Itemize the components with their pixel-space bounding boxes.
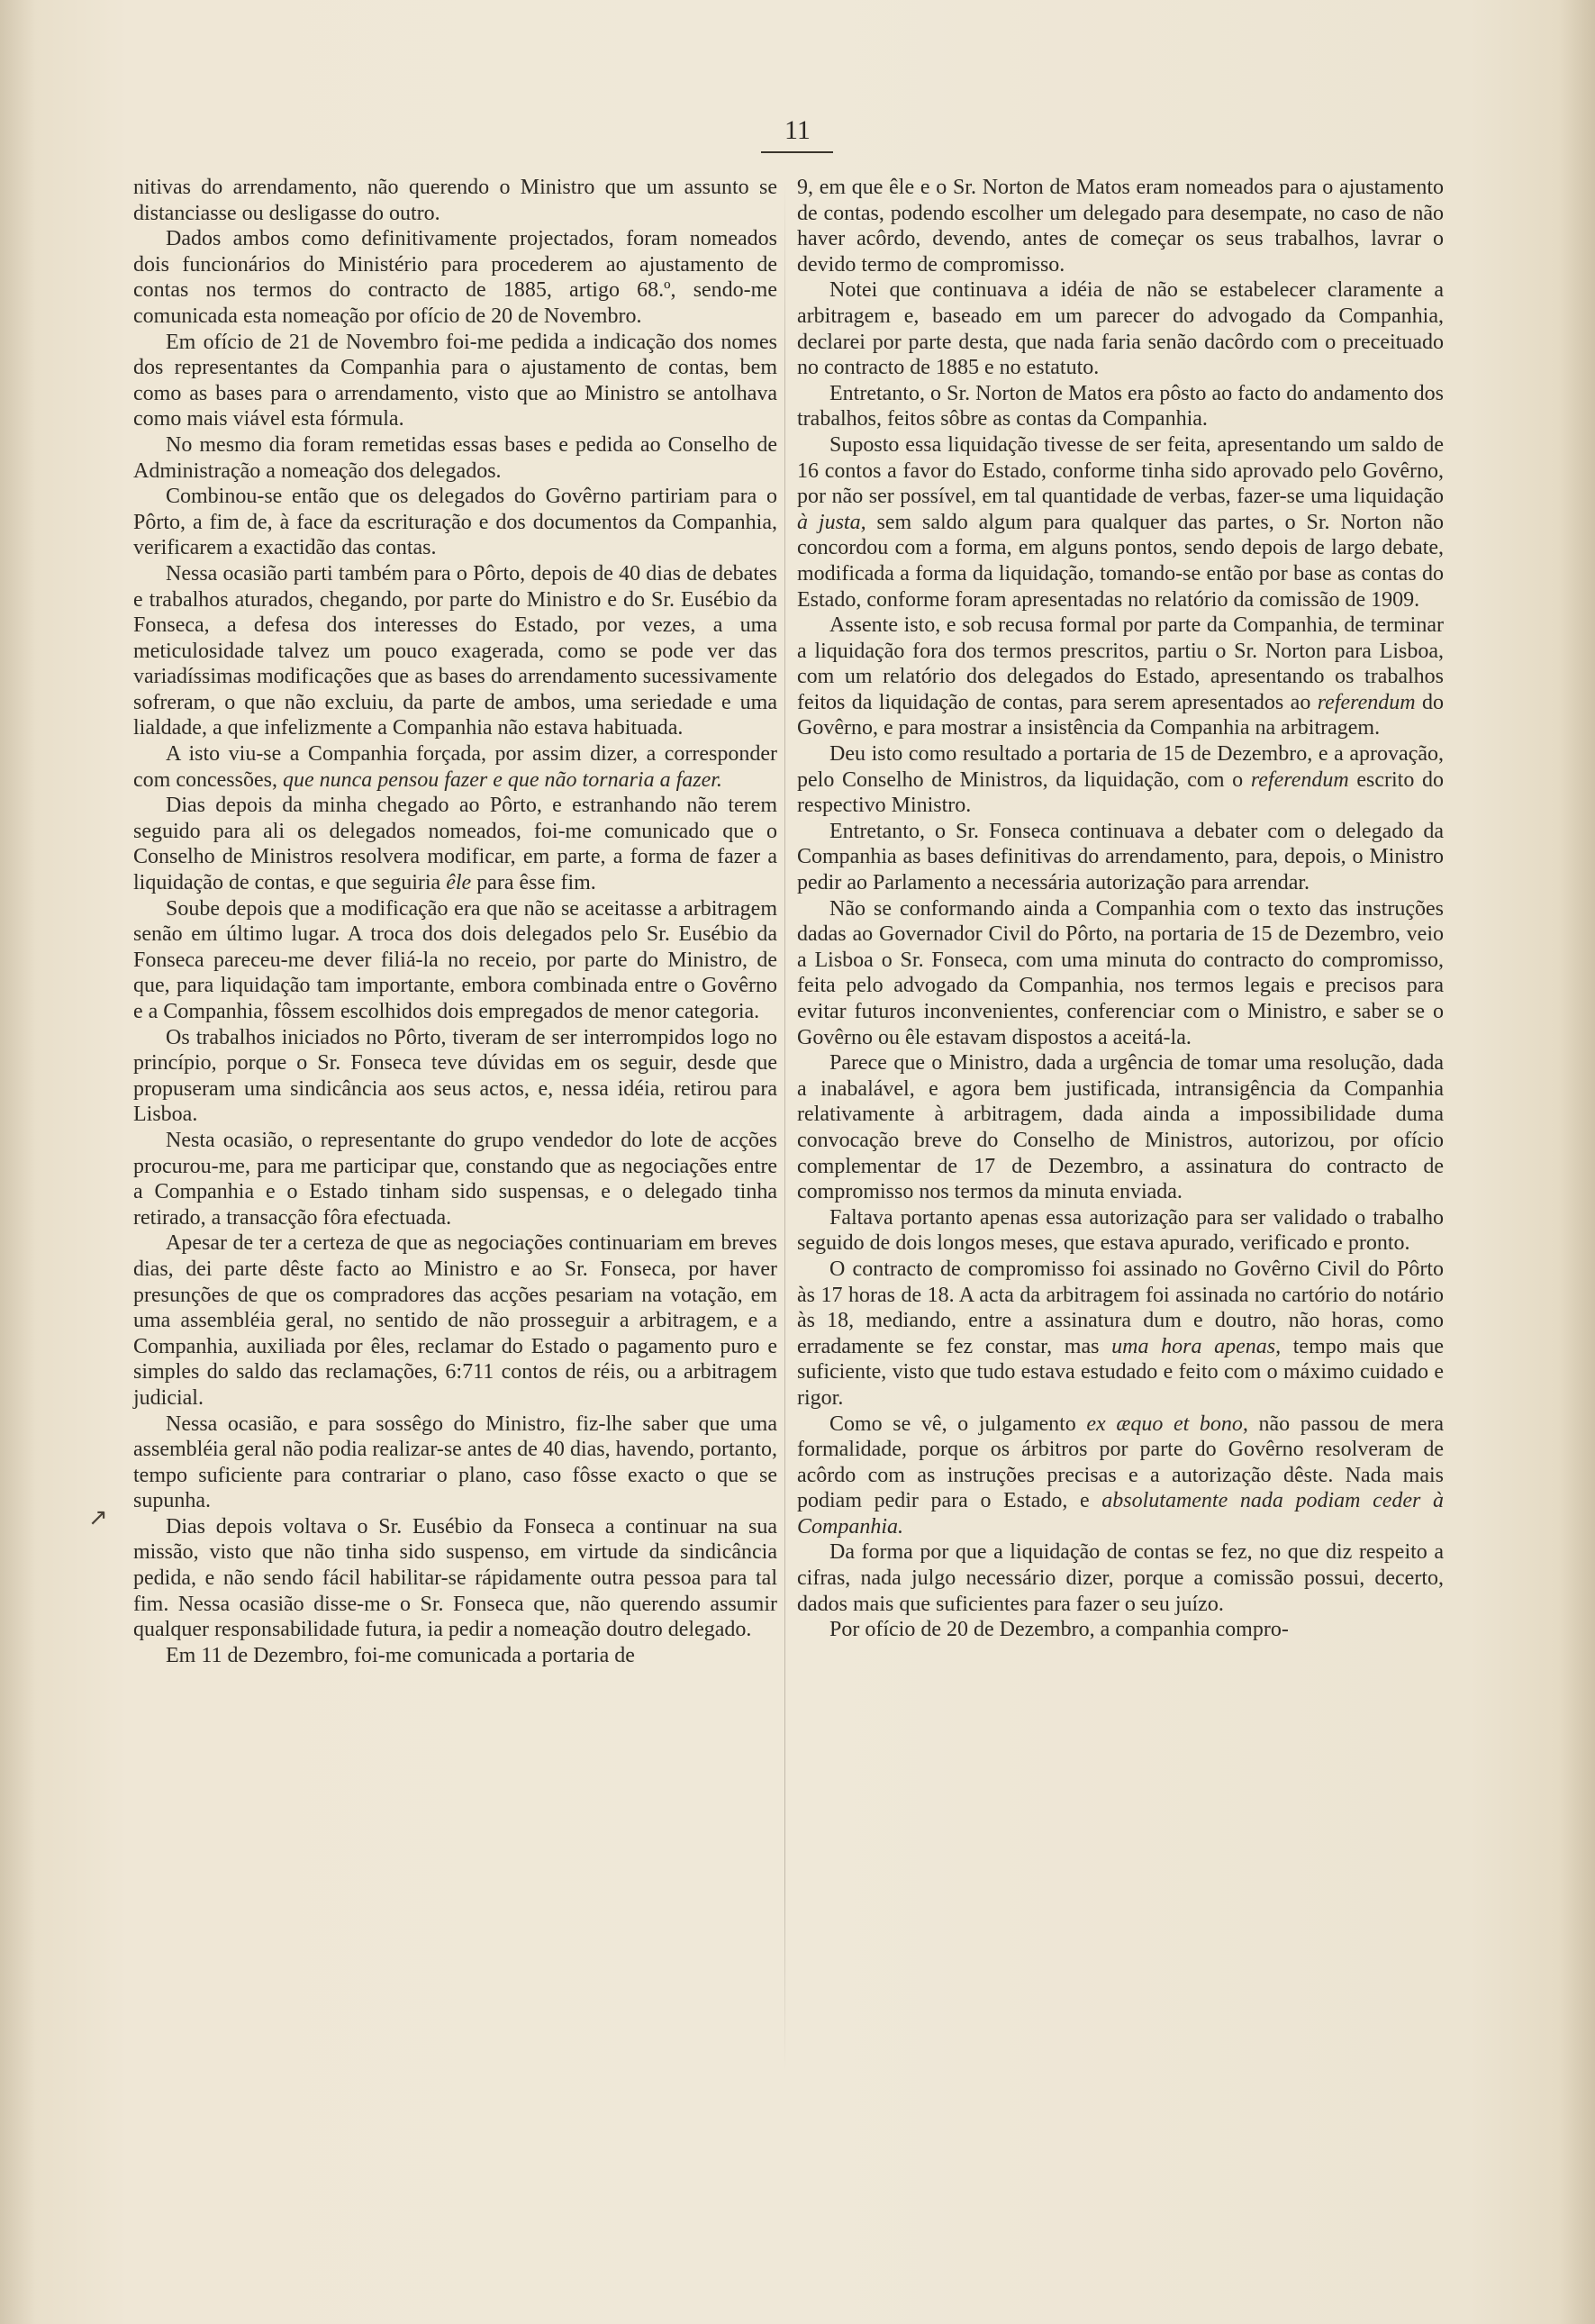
right-text-column: [797, 175, 1444, 1643]
text-run: Assente isto, e sob recusa formal por parte da Companhia, de terminar a liquidação fora dos termos prescritos, partiu o Sr. Norton para Lisboa, com um relatório dos delegados do Estado, apresentando os trabalhos feitos da liquidação de contas, para serem apresentados ao: [797, 613, 1444, 714]
italic-text-run: êle: [446, 871, 472, 895]
paragraph: [797, 1257, 1444, 1412]
paragraph: nitivas do arrendamento, não querendo o Ministro que um assunto se distanciasse ou desligasse do outro.: [133, 176, 777, 225]
page-edge-shadow-right: [1559, 0, 1595, 2324]
text-run: não passou de mera formalidade, porque os árbitros por parte do Govêrno resolveram de acôrdo com as instruções precisas e a autorização dêste. Nada mais podiam pedir para o Estado, e: [797, 1412, 1444, 1513]
paragraph: [133, 793, 777, 895]
paragraph: Por ofício de 20 de Dezembro, a companhia compro-: [829, 1618, 1289, 1642]
paragraph: Parece que o Ministro, dada a urgência de tomar uma resolução, dada a inabalável, e agora bem justificada, intransigência da Companhia relativamente à arbitragem, dada ainda a impossibilidade duma convocação breve do Conselho de Ministros, autorizou, por ofício complementar de 17 de Dezembro, a assinatura do contracto de compromisso nos termos da minuta enviada.: [797, 1051, 1444, 1204]
paragraph: Da forma por que a liquidação de contas se fez, no que diz respeito a cifras, nada julgo necessário dizer, porque a comissão possui, decerto, dados mais que suficientes para fazer o seu juízo.: [797, 1540, 1444, 1616]
paragraph: Nessa ocasião, e para sossêgo do Ministro, fiz-lhe saber que uma assembléia geral não podia realizar-se antes de 40 dias, havendo, portanto, tempo suficiente para contrariar o plano, caso fôsse exacto o que se supunha.: [133, 1412, 777, 1513]
italic-text-run: referendum: [1250, 767, 1349, 792]
paragraph: [797, 432, 1444, 613]
page-edge-shadow-left: [0, 0, 36, 2324]
paragraph: [797, 1412, 1444, 1540]
margin-arrow-mark-icon: ↗: [88, 1504, 108, 1531]
text-run: tempo mais que suficiente, visto que tudo estava estudado e feito com o máximo cuidado e rigor.: [797, 1334, 1445, 1410]
text-run: Suposto essa liquidação tivesse de ser feita, apresentando um saldo de 16 contos a favor do Estado, conforme tinha sido aprovado pelo Govêrno, por não ser possível, em tal quantidade de verbas, fazer-se uma liquidação: [797, 432, 1444, 509]
paragraph: Dias depois voltava o Sr. Eusébio da Fonseca a continuar na sua missão, visto que não tinha sido suspenso, em virtude da sindicância pedida, e não sendo fácil habilitar-se rápidamente outra pessoa para tal fim. Nessa ocasião disse-me o Sr. Fonseca que, não querendo assumir qualquer responsabilidade futura, ia pedir a nomeação doutro delegado.: [133, 1514, 777, 1642]
text-run: do Govêrno, e para mostrar a insistência da Companhia na arbitragem.: [797, 690, 1444, 740]
paragraph: Nessa ocasião parti também para o Pôrto, depois de 40 dias de debates e trabalhos aturados, chegando, por parte do Ministro e do Sr. Eusébio da Fonseca, a defesa dos interesses do Estado, por vezes, a uma meticulosidade talvez um pouco exagerada, como se pode ver das variadíssimas modificações que as bases do arrendamento sucessivamente sofreram, o que não excluiu, da parte de ambos, uma seriedade e uma lialdade, a que infelizmente a Companhia não estava habituada.: [133, 561, 777, 740]
paragraph: Entretanto, o Sr. Fonseca continuava a debater com o delegado da Companhia as bases definitivas do arrendamento, para, depois, o Ministro pedir ao Parlamento a necessária autorização para arrendar.: [797, 819, 1444, 895]
page-number-rule: [761, 151, 833, 153]
text-run: sem saldo algum para qualquer das partes, o Sr. Norton não concordou com a forma, em alguns pontos, sendo depois de largo debate, modificada a forma da liquidação, tomando-se então por base as contas do Estado, conforme foram apresentadas no relatório da comissão de 1909.: [797, 510, 1444, 612]
italic-text-run: à justa,: [797, 510, 866, 534]
text-run: A isto viu-se a Companhia forçada, por assim dizer, a corresponder com concessões,: [133, 742, 777, 792]
paragraph: Em ofício de 21 de Novembro foi-me pedida a indicação dos nomes dos representantes da Companhia para o ajustamento de contas, bem como as bases para o arrendamento, visto que ao Ministro se antolhava como mais viável esta fórmula.: [133, 330, 777, 431]
paragraph: Nesta ocasião, o representante do grupo vendedor do lote de acções procurou-me, para me participar que, constando que as negociações entre a Companhia e o Estado tinham sido suspensas, e o delegado tinha retirado, a transacção fôra efectuada.: [133, 1128, 777, 1230]
text-run: Deu isto como resultado a portaria de 15 de Dezembro, e a aprovação, pelo Conselho de Ministros, da liquidação, com o: [797, 742, 1444, 792]
paragraph: [797, 741, 1444, 819]
paragraph: Faltava portanto apenas essa autorização para ser validado o trabalho seguido de dois longos meses, que estava apurado, verificado e pronto.: [797, 1205, 1444, 1256]
text-run: O contracto de compromisso foi assinado no Govêrno Civil do Pôrto às 17 horas de 18. A acta da arbitragem foi assinada no cartório do notário às 18, mediando, entre a assinatura dum e doutro, não horas, como erradamente se fez constar, mas: [797, 1257, 1444, 1358]
text-run: escrito do respectivo Ministro.: [797, 767, 1444, 818]
italic-text-run: que nunca pensou fazer e que não tornaria a fazer.: [282, 767, 722, 792]
column-divider: [784, 180, 785, 2072]
italic-text-run: absolutamente nada podiam ceder à Companhia.: [797, 1489, 1444, 1539]
paragraph: Em 11 de Dezembro, foi-me comunicada a portaria de: [166, 1643, 635, 1667]
paragraph: Não se conformando ainda a Companhia com o texto das instruções dadas ao Governador Civil do Pôrto, na portaria de 15 de Dezembro, veio a Lisboa o Sr. Fonseca, com uma minuta do contracto do compromisso, feita pelo advogado da Companhia, nos termos legais e precisos para evitar futuros inconvenientes, conferenciar com o Ministro, e saber se o Govêrno ou êle estavam dispostos a aceitá-la.: [797, 896, 1444, 1049]
italic-text-run: referendum: [1317, 690, 1416, 714]
text-run: para êsse fim.: [471, 871, 596, 895]
text-run: Como se vê, o julgamento: [829, 1412, 1087, 1436]
paragraph: Soube depois que a modificação era que não se aceitasse a arbitragem senão em último lugar. A troca dos dois delegados pelo Sr. Eusébio da Fonseca pareceu-me dever filiá-la no receio, por parte do Ministro, de que, para liquidação tam importante, embora combinada entre o Govêrno e a Companhia, fôssem escolhidos dois empregados de menor categoria.: [133, 896, 777, 1023]
paragraph: Combinou-se então que os delegados do Govêrno partiriam para o Pôrto, a fim de, à face da escrituração e dos documentos da Companhia, verificarem a exactidão das contas.: [133, 485, 777, 560]
paragraph: Entretanto, o Sr. Norton de Matos era pôsto ao facto do andamento dos trabalhos, feitos sôbre as contas da Companhia.: [797, 381, 1444, 431]
paragraph: Apesar de ter a certeza de que as negociações continuariam em breves dias, dei parte dêste facto ao Ministro e ao Sr. Fonseca, por haver presunções de que os compradores das acções pesariam na votação, em uma assembléia geral, no sentido de não prosseguir a arbitragem, e a Companhia, auxiliada por êles, reclamar do Estado o pagamento puro e simples do saldo das reclamações, 6:711 contos de réis, ou a arbitragem judicial.: [133, 1231, 777, 1410]
paragraph: No mesmo dia foram remetidas essas bases e pedida ao Conselho de Administração a nomeação dos delegados.: [133, 432, 777, 483]
page-number: 11: [784, 115, 811, 145]
text-run: Dias depois da minha chegado ao Pôrto, e estranhando não terem seguido para ali os delegados nomeados, foi-me comunicado que o Conselho de Ministros resolvera modificar, em parte, a forma de fazer a liquidação de contas, e que seguiria: [133, 794, 777, 895]
italic-text-run: ex æquo et bono,: [1086, 1412, 1248, 1436]
paragraph: [797, 613, 1444, 741]
paragraph: Dados ambos como definitivamente projectados, foram nomeados dois funcionários do Ministério para procederem ao ajustamento de contas nos termos do contracto de 1885, artigo 68.º, sendo-me comunicada esta nomeação por ofício de 20 de Novembro.: [133, 227, 777, 328]
paragraph: [133, 741, 777, 793]
italic-text-run: uma hora apenas,: [1111, 1334, 1282, 1358]
left-text-column: [133, 175, 777, 1668]
paragraph: Notei que continuava a idéia de não se estabelecer claramente a arbitragem e, baseado em um parecer do advogado da Companhia, declarei por parte desta, que nada faria senão dacôrdo com o preceituado no contracto de 1885 e no estatuto.: [797, 278, 1444, 380]
paragraph: Os trabalhos iniciados no Pôrto, tiveram de ser interrompidos logo no princípio, porque o Sr. Fonseca teve dúvidas em os seguir, desde que propuseram uma sindicância aos seus actos, e, nessa idéia, retirou para Lisboa.: [133, 1025, 777, 1127]
paragraph: 9, em que êle e o Sr. Norton de Matos eram nomeados para o ajustamento de contas, podendo escolher um delegado para desempate, no caso de não haver acôrdo, devendo, antes de começar os seus trabalhos, lavrar o devido termo de compromisso.: [797, 176, 1444, 277]
